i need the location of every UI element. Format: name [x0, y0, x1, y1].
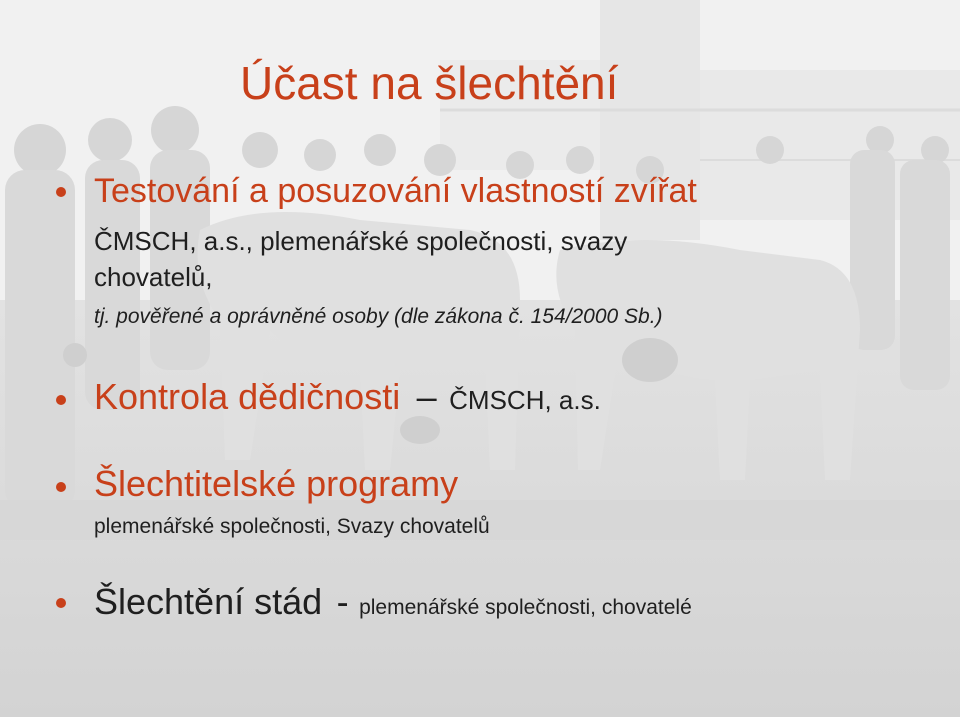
slide-title: Účast na šlechtění: [240, 57, 619, 109]
bullet-2-marker: [56, 395, 66, 405]
bullet-2-separator: –: [416, 376, 437, 417]
bullet-3-heading: Šlechtitelské programy: [94, 463, 459, 504]
bullet-2-heading: Kontrola dědičnosti: [94, 376, 401, 417]
bullet-1-heading: Testování a posuzování vlastností zvířat: [94, 172, 697, 210]
bullet-4-separator: -: [336, 581, 349, 622]
bullet-1-line-2: chovatelů,: [94, 262, 213, 292]
bullet-4-detail: plemenářské společnosti, chovatelé: [359, 596, 692, 619]
bullet-2-detail: ČMSCH, a.s.: [449, 385, 601, 415]
bullet-4-heading: Šlechtění stád: [94, 581, 323, 622]
bullet-3-marker: [56, 482, 66, 492]
bullet-3-detail: plemenářské společnosti, Svazy chovatelů: [94, 515, 490, 538]
bullet-4-row: [94, 580, 692, 623]
bullet-1-marker: [56, 187, 66, 197]
bullet-2-row: [94, 375, 601, 418]
bullet-4-marker: [56, 598, 66, 608]
bullet-1-note: tj. pověřené a oprávněné osoby (dle zákona č. 154/2000 Sb.): [94, 305, 663, 328]
bullet-1-line-1: ČMSCH, a.s., plemenářské společnosti, svazy: [94, 226, 628, 256]
